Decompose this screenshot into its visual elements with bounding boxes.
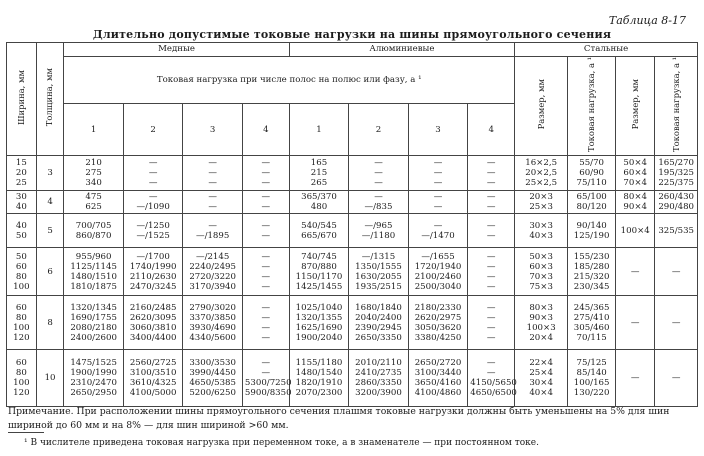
steel-load-cell: 245/365 275/410 305/460 70/115 — [568, 296, 616, 350]
col-number: 1 — [289, 104, 349, 156]
aluminum-load-cell: — — — — [468, 156, 515, 191]
aluminum-load-cell: — — — [408, 191, 468, 214]
table-note: Примечание. При расположении шины прямоугольного сечения плашмя токовые нагрузки должны быть уменьшены на 5% для шин шириной до 60 мм и на 8% — для шин шириной >60 мм. — [8, 406, 670, 431]
aluminum-load-cell: — — — — — [468, 296, 515, 350]
steel-size-cell: 50×3 60×3 70×3 75×3 — [515, 248, 568, 296]
width-cell: 30 40 — [7, 191, 37, 214]
table-title: Длительно допустимые токовые нагрузки на шины прямоугольного сечения — [92, 28, 612, 41]
copper-load-cell: — — — [242, 191, 289, 214]
width-cell: 15 20 25 — [7, 156, 37, 191]
thickness-cell: 3 — [36, 156, 64, 191]
copper-load-cell: 2790/3020 3370/3850 3930/4690 4340/5600 — [183, 296, 243, 350]
aluminum-load-cell: — — — — — [468, 248, 515, 296]
width-cell: 60 80 100 120 — [7, 350, 37, 407]
aluminum-load-cell: — —/835 — [349, 191, 409, 214]
aluminum-load-cell: 1155/1180 1480/1540 1820/1910 2070/2300 — [289, 350, 349, 407]
aluminum-load-cell: 540/545 665/670 — [289, 214, 349, 248]
steel-size-cell: — — [616, 248, 655, 296]
col-number: 1 — [64, 104, 124, 156]
copper-load-cell: 475 625 — [64, 191, 124, 214]
aluminum-load-cell: — — — — [408, 156, 468, 191]
table-row — [7, 191, 698, 214]
copper-load-cell: —/1700 1740/1990 2110/2630 2470/3245 — [123, 248, 183, 296]
thickness-cell: 4 — [36, 191, 64, 214]
aluminum-load-cell: — — 4150/5650 4650/6500 — [468, 350, 515, 407]
copper-load-cell: — — — [183, 191, 243, 214]
aluminum-load-cell: — — — [468, 191, 515, 214]
steel-size-cell: 80×3 90×3 100×3 20×4 — [515, 296, 568, 350]
width-header: Ширина, мм — [7, 43, 37, 156]
copper-load-cell: — — — — — [242, 296, 289, 350]
table-row — [7, 296, 698, 350]
steel-size-header-2: Размер, мм — [616, 57, 655, 156]
aluminum-load-cell: — —/1470 — [408, 214, 468, 248]
copper-load-cell: — —/1895 — [183, 214, 243, 248]
steel-header: Стальные — [515, 43, 698, 57]
table-row — [7, 248, 698, 296]
steel-load-cell: 90/140 125/190 — [568, 214, 616, 248]
steel-load-cell: 155/230 185/280 215/320 230/345 — [568, 248, 616, 296]
aluminum-load-cell: 1025/1040 1320/1355 1625/1690 1900/2040 — [289, 296, 349, 350]
copper-load-cell: 1475/1525 1900/1990 2310/2470 2650/2950 — [64, 350, 124, 407]
thickness-header: Толщина, мм — [36, 43, 64, 156]
copper-load-cell: 1320/1345 1690/1755 2080/2180 2400/2600 — [64, 296, 124, 350]
steel-size-cell: 80×4 90×4 — [616, 191, 655, 214]
steel-size-header: Размер, мм — [515, 57, 568, 156]
copper-load-cell: — — — — [123, 156, 183, 191]
steel-load-header-2: Токовая нагрузка, а ¹ — [655, 57, 698, 156]
steel-load-cell: 260/430 290/480 — [655, 191, 698, 214]
aluminum-load-cell: 165 215 265 — [289, 156, 349, 191]
col-number: 3 — [183, 104, 243, 156]
thickness-cell: 10 — [36, 350, 64, 407]
copper-load-cell: 700/705 860/870 — [64, 214, 124, 248]
steel-load-cell: 55/70 60/90 75/110 — [568, 156, 616, 191]
copper-load-cell: 3300/3530 3990/4450 4650/5385 5200/6250 — [183, 350, 243, 407]
col-number: 2 — [123, 104, 183, 156]
aluminum-load-cell: 2010/2110 2410/2735 2860/3350 3200/3900 — [349, 350, 409, 407]
steel-load-cell: 75/125 85/140 100/165 130/220 — [568, 350, 616, 407]
copper-load-cell: — — — [242, 214, 289, 248]
col-number: 4 — [468, 104, 515, 156]
copper-load-cell: —/1250 —/1525 — [123, 214, 183, 248]
table-row — [7, 350, 698, 407]
busbar-load-table — [6, 42, 698, 407]
width-cell: 40 50 — [7, 214, 37, 248]
thickness-cell: 5 — [36, 214, 64, 248]
copper-load-cell: 210 275 340 — [64, 156, 124, 191]
steel-size-cell: — — [616, 350, 655, 407]
aluminum-load-cell: 365/370 480 — [289, 191, 349, 214]
steel-size-cell: 30×3 40×3 — [515, 214, 568, 248]
copper-load-cell: — — 5300/7250 5900/8350 — [242, 350, 289, 407]
steel-size-cell: — — [616, 296, 655, 350]
col-number: 2 — [349, 104, 409, 156]
col-number: 4 — [242, 104, 289, 156]
table-row — [7, 156, 698, 191]
aluminum-load-cell: 2650/2720 3100/3440 3650/4160 4100/4860 — [408, 350, 468, 407]
thickness-cell: 6 — [36, 248, 64, 296]
steel-size-cell: 22×4 25×4 30×4 40×4 — [515, 350, 568, 407]
aluminum-load-cell: 740/745 870/880 1150/1170 1425/1455 — [289, 248, 349, 296]
table-row — [7, 214, 698, 248]
copper-load-cell: 2160/2485 2620/3095 3060/3810 3400/4400 — [123, 296, 183, 350]
aluminum-load-cell: —/965 —/1180 — [349, 214, 409, 248]
steel-load-cell: 165/270 195/325 225/375 — [655, 156, 698, 191]
copper-load-cell: — —/1090 — [123, 191, 183, 214]
copper-load-cell: — — — — [242, 156, 289, 191]
col-number: 3 — [408, 104, 468, 156]
steel-load-cell: — — [655, 296, 698, 350]
aluminum-header: Алюминиевые — [289, 43, 514, 57]
footnote: ¹ В числителе приведена токовая нагрузка при переменном токе, а в знаменателе — при постоянном токе. — [24, 438, 539, 448]
steel-size-cell: 20×3 25×3 — [515, 191, 568, 214]
aluminum-load-cell: 2180/2330 2620/2975 3050/3620 3380/4250 — [408, 296, 468, 350]
thickness-cell: 8 — [36, 296, 64, 350]
steel-load-cell: 65/100 80/120 — [568, 191, 616, 214]
aluminum-load-cell: —/1655 1720/1940 2100/2460 2500/3040 — [408, 248, 468, 296]
steel-load-cell: — — [655, 350, 698, 407]
aluminum-load-cell: — — — — [349, 156, 409, 191]
steel-load-cell: — — [655, 248, 698, 296]
copper-load-cell: —/2145 2240/2495 2720/3220 3170/3940 — [183, 248, 243, 296]
width-cell: 60 80 100 120 — [7, 296, 37, 350]
aluminum-load-cell: 1680/1840 2040/2400 2390/2945 2650/3350 — [349, 296, 409, 350]
width-cell: 50 60 80 100 — [7, 248, 37, 296]
copper-load-cell: — — — — [183, 156, 243, 191]
footnote-rule — [8, 432, 44, 433]
copper-load-cell: — — — — — [242, 248, 289, 296]
steel-size-cell: 100×4 — [616, 214, 655, 248]
steel-load-header: Токовая нагрузка, а ¹ — [568, 57, 616, 156]
copper-header: Медные — [64, 43, 289, 57]
aluminum-load-cell: —/1315 1350/1555 1630/2055 1935/2515 — [349, 248, 409, 296]
copper-load-cell: 955/960 1125/1145 1480/1510 1810/1875 — [64, 248, 124, 296]
steel-load-cell: 325/535 — [655, 214, 698, 248]
steel-size-cell: 50×4 60×4 70×4 — [616, 156, 655, 191]
steel-size-cell: 16×2,5 20×2,5 25×2,5 — [515, 156, 568, 191]
copper-load-cell: 2560/2725 3100/3510 3610/4325 4100/5000 — [123, 350, 183, 407]
aluminum-load-cell: — — — [468, 214, 515, 248]
load-caption: Токовая нагрузка при числе полос на полюс или фазу, а ¹ — [64, 57, 515, 104]
table-number: Таблица 8-17 — [608, 14, 686, 27]
